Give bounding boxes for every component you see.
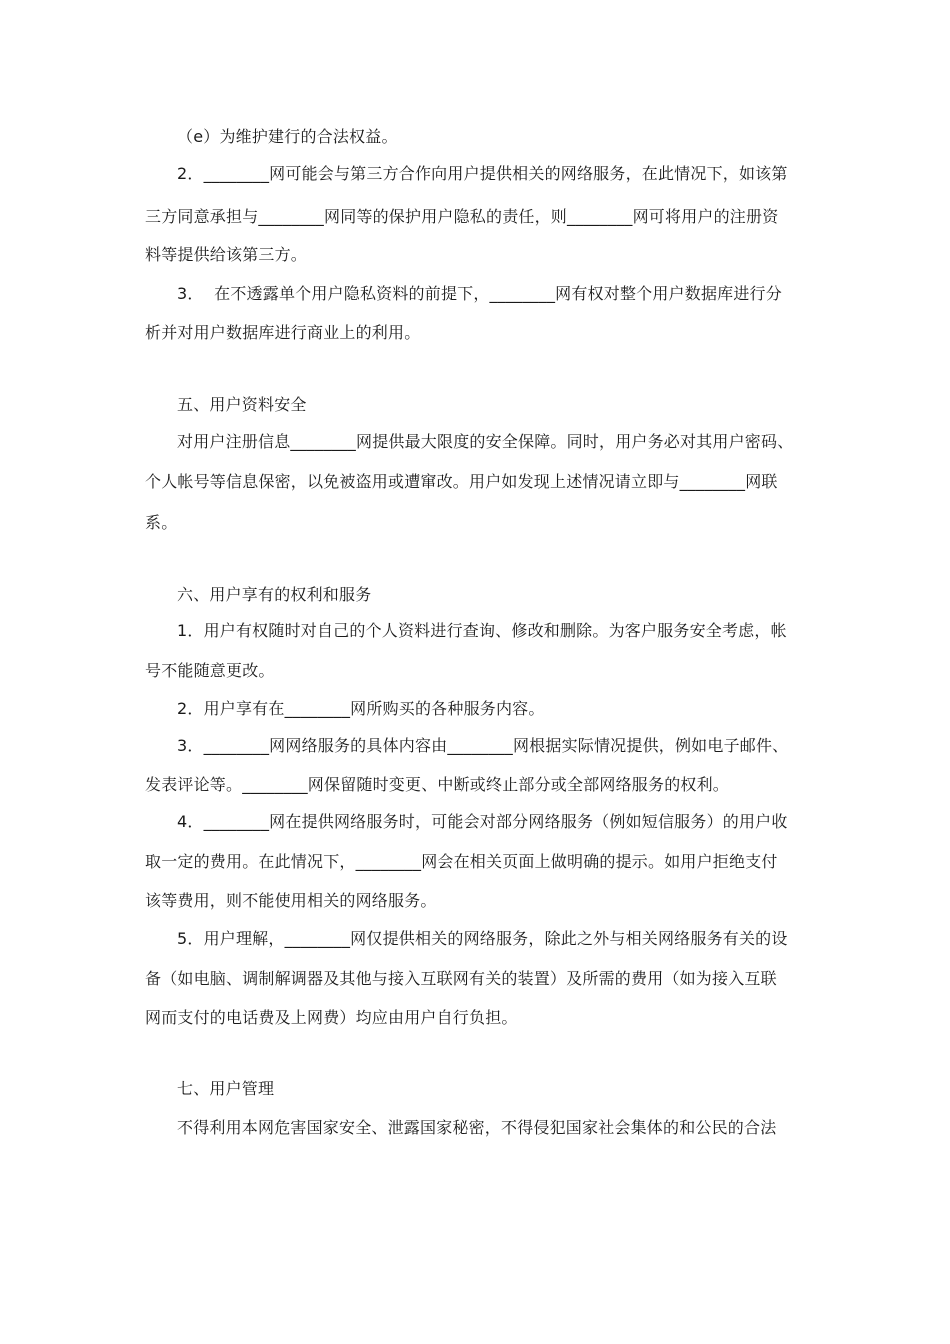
paragraph-line: 号不能随意更改。	[145, 661, 275, 680]
section-heading: 六、用户享有的权利和服务	[177, 585, 372, 604]
paragraph-line: 备（如电脑、调制解调器及其他与接入互联网有关的装置）及所需的费用（如为接入互联	[145, 969, 777, 988]
paragraph-line: 5．用户理解，________网仅提供相关的网络服务，除此之外与相关网络服务有关的设	[177, 929, 788, 948]
paragraph-line: 三方同意承担与________网同等的保护用户隐私的责任，则________网可将用户的注册资	[145, 207, 779, 226]
paragraph-line: 2．用户享有在________网所购买的各种服务内容。	[177, 699, 545, 718]
section-heading: 七、用户管理	[177, 1079, 275, 1098]
paragraph-line: 4．________网在提供网络服务时，可能会对部分网络服务（例如短信服务）的用户收	[177, 812, 788, 831]
paragraph-line: 3．________网网络服务的具体内容由________网根据实际情况提供，例如电子邮件、	[177, 736, 789, 755]
paragraph-line: 2．________网可能会与第三方合作向用户提供相关的网络服务，在此情况下，如该第	[177, 164, 788, 183]
paragraph-line: 料等提供给该第三方。	[145, 245, 308, 264]
paragraph-line: 析并对用户数据库进行商业上的利用。	[145, 323, 421, 342]
paragraph-line: 发表评论等。________网保留随时变更、中断或终止部分或全部网络服务的权利。	[145, 775, 730, 794]
paragraph-line: 网而支付的电话费及上网费）均应由用户自行负担。	[145, 1008, 518, 1027]
paragraph-line: 对用户注册信息________网提供最大限度的安全保障。同时，用户务必对其用户密码、	[177, 432, 794, 451]
paragraph-line: 1．用户有权随时对自己的个人资料进行查询、修改和删除。为客户服务安全考虑，帐	[177, 621, 787, 640]
paragraph-line: 取一定的费用。在此情况下，________网会在相关页面上做明确的提示。如用户拒绝支付	[145, 852, 778, 871]
section-heading: 五、用户资料安全	[177, 395, 307, 414]
paragraph-line: 个人帐号等信息保密，以免被盗用或遭窜改。用户如发现上述情况请立即与________网联	[145, 472, 778, 491]
paragraph-line: 不得利用本网危害国家安全、泄露国家秘密，不得侵犯国家社会集体的和公民的合法	[177, 1118, 777, 1137]
paragraph-line: 系。	[145, 513, 178, 532]
paragraph-line: 3． 在不透露单个用户隐私资料的前提下，________网有权对整个用户数据库进行分	[177, 284, 782, 303]
paragraph-line: 该等费用，则不能使用相关的网络服务。	[145, 891, 437, 910]
paragraph-line: （e）为维护建行的合法权益。	[177, 127, 398, 146]
